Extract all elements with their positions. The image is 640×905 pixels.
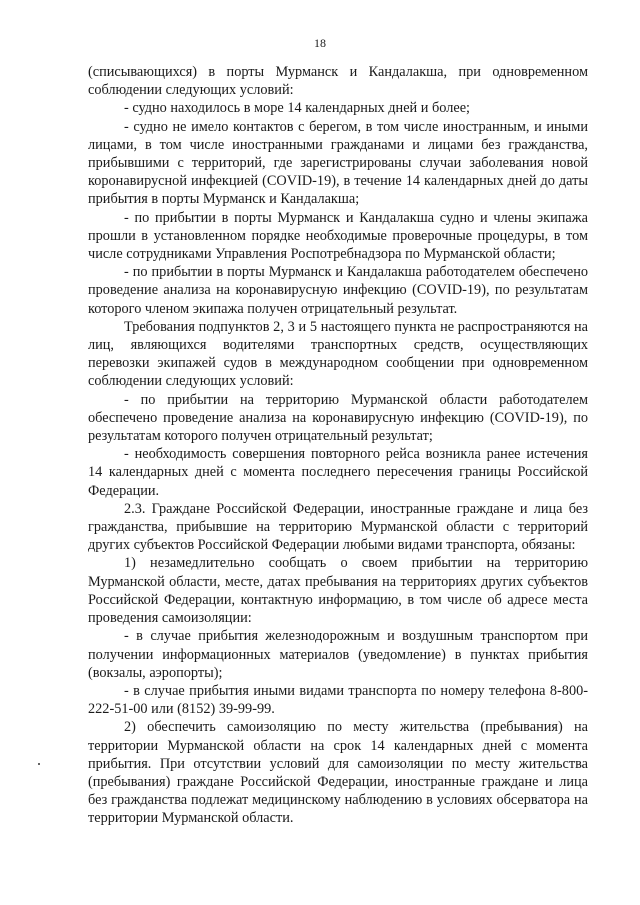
paragraph: - в случае прибытия железнодорожным и воздушным транспортом при получении информационных материалов (уведомление) в пунктах прибытия (вокзалы, аэропорты); [88, 628, 588, 681]
page-number: 18 [314, 36, 326, 50]
paragraph: 2) обеспечить самоизоляцию по месту жительства (пребывания) на территории Мурманской области на срок 14 календарных дней с момента прибытия. При отсутствии условий для самоизоляции по месту жительства (пребывания) граждане Российской Федерации, иностранные граждане и лица без гражданства подлежат медицинскому наблюдению в условиях обсерватора на территории Мурманской области. [88, 719, 588, 827]
paragraph: - судно находилось в море 14 календарных дней и более; [124, 100, 471, 117]
paragraph: - по прибытии в порты Мурманск и Кандалакша работодателем обеспечено проведение анализа на коронавирусную инфекцию (COVID-19), по результатам которого членом экипажа получен отрицательный результат. [88, 264, 588, 317]
paragraph: Требования подпунктов 2, 3 и 5 настоящего пункта не распространяются на лиц, являющихся водителями транспортных средств, осуществляющих перевозки экипажей судов в международном сообщении при одновременном соблюдении следующих условий: [88, 318, 588, 390]
paragraph: - необходимость совершения повторного рейса возникла ранее истечения 14 календарных дней с момента последнего пересечения границы Российской Федерации. [88, 446, 588, 499]
paragraph: (списывающихся) в порты Мурманск и Кандалакша, при одновременном соблюдении следующих условий: [88, 64, 588, 99]
paragraph: - судно не имело контактов с берегом, в том числе иностранным, и иными лицами, в том числе иностранными гражданами и лицами без гражданства, прибывшими с территорий, где зарегистрированы случаи заболевания новой коронавирусной инфекцией (COVID-19), в течение 14 календарных дней до даты прибытия в порты Мурманск и Кандалакша; [88, 118, 588, 208]
paragraph: - по прибытии в порты Мурманск и Кандалакша судно и члены экипажа прошли в установленном порядке необходимые проверочные процедуры, в том числе сотрудниками Управления Роспотребнадзора по Мурманской области; [88, 209, 588, 263]
paragraph: - по прибытии на территорию Мурманской области работодателем обеспечено проведение анализа на коронавирусную инфекцию (COVID-19), по результатам которого получен отрицательный результат; [88, 391, 588, 445]
document-body [88, 63, 588, 828]
paragraph: 2.3. Граждане Российской Федерации, иностранные граждане и лица без гражданства, прибывшие на территорию Мурманской области с территорий других субъектов Российской Федерации любыми видами транспорта, обязаны: [88, 500, 588, 554]
scan-speck [38, 763, 40, 765]
paragraph: - в случае прибытия иными видами транспорта по номеру телефона 8-800-222-51-00 или (8152) 39-99-99. [88, 682, 588, 718]
paragraph: 1) незамедлительно сообщать о своем прибытии на территорию Мурманской области, месте, датах пребывания на территориях других субъектов Российской Федерации, контактную информацию, в том числе об адресе места проведения самоизоляции: [88, 555, 588, 627]
